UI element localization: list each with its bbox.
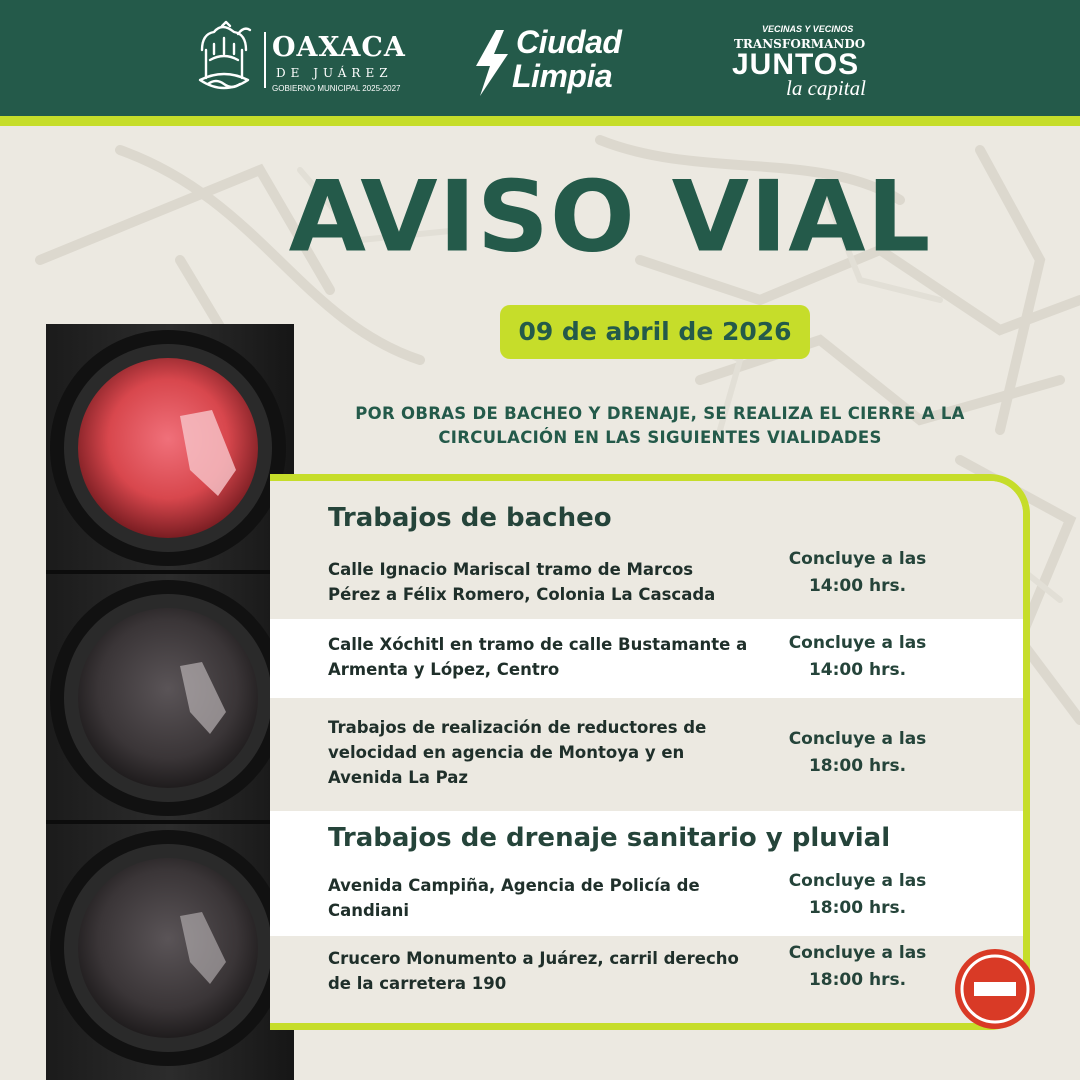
time-label: Concluye a las bbox=[788, 871, 927, 891]
table-row bbox=[270, 936, 1023, 1030]
time-label: Concluye a las bbox=[788, 943, 927, 963]
date-badge: 09 de abril de 2026 bbox=[500, 305, 810, 359]
juntos-label: JUNTOS bbox=[732, 48, 860, 81]
oaxaca-subtitle: DE JUÁREZ bbox=[276, 66, 393, 80]
header-bar bbox=[0, 0, 1080, 116]
time-label: Concluye a las bbox=[788, 633, 927, 653]
location-text: Avenida Campiña, Agencia de Policía de Candiani bbox=[328, 876, 700, 920]
limpia-label: Limpia bbox=[512, 58, 613, 94]
vecinos-label: VECINAS Y VECINOS bbox=[762, 24, 854, 34]
location-text: Trabajos de realización de reductores de velocidad en agencia de Montoya y en Avenida La Paz bbox=[328, 718, 707, 787]
time-value: 14:00 hrs. bbox=[808, 660, 907, 680]
intro-text: POR OBRAS DE BACHEO Y DRENAJE, SE REALIZA EL CIERRE A LA CIRCULACIÓN EN LAS SIGUIENTES VIALIDADES bbox=[355, 404, 965, 447]
oaxaca-emblem-icon bbox=[192, 20, 256, 98]
oaxaca-logo bbox=[192, 20, 412, 100]
location-text: Crucero Monumento a Juárez, carril derecho de la carretera 190 bbox=[328, 949, 739, 993]
traffic-light-icon bbox=[40, 320, 300, 1080]
time-value: 18:00 hrs. bbox=[808, 756, 907, 776]
time-value: 18:00 hrs. bbox=[808, 970, 907, 990]
closures-panel bbox=[270, 474, 1030, 1030]
section-bacheo bbox=[270, 481, 1023, 614]
location-text: Calle Xóchitl en tramo de calle Bustamante a Armenta y López, Centro bbox=[328, 635, 748, 679]
ciudad-limpia-logo bbox=[472, 22, 662, 102]
table-row bbox=[270, 698, 1023, 809]
section-drenaje bbox=[270, 811, 1023, 936]
capital-label: la capital bbox=[786, 76, 866, 100]
transformando-label: TRANSFORMANDO bbox=[734, 37, 866, 51]
time-value: 14:00 hrs. bbox=[808, 576, 907, 596]
location-text: Calle Ignacio Mariscal tramo de Marcos Pérez a Félix Romero, Colonia La Cascada bbox=[328, 560, 716, 604]
no-entry-icon bbox=[952, 946, 1038, 1032]
table-row bbox=[270, 619, 1023, 698]
time-info bbox=[765, 630, 950, 684]
section-title: Trabajos de bacheo bbox=[328, 503, 612, 533]
logo-divider bbox=[264, 32, 266, 88]
header-accent-stripe bbox=[0, 116, 1080, 126]
time-info bbox=[765, 546, 950, 600]
section-title: Trabajos de drenaje sanitario y pluvial bbox=[328, 823, 891, 853]
time-label: Concluye a las bbox=[788, 549, 927, 569]
oaxaca-government: GOBIERNO MUNICIPAL 2025-2027 bbox=[272, 84, 401, 93]
ciudad-label: Ciudad bbox=[516, 24, 622, 60]
time-info bbox=[765, 940, 950, 994]
time-info bbox=[765, 726, 950, 780]
time-value: 18:00 hrs. bbox=[808, 898, 907, 918]
lightning-bolt-icon bbox=[472, 30, 512, 96]
oaxaca-name: OAXACA bbox=[272, 32, 406, 63]
juntos-logo bbox=[730, 22, 910, 102]
time-info bbox=[765, 868, 950, 922]
time-label: Concluye a las bbox=[788, 729, 927, 749]
page-title: AVISO VIAL bbox=[288, 159, 932, 274]
